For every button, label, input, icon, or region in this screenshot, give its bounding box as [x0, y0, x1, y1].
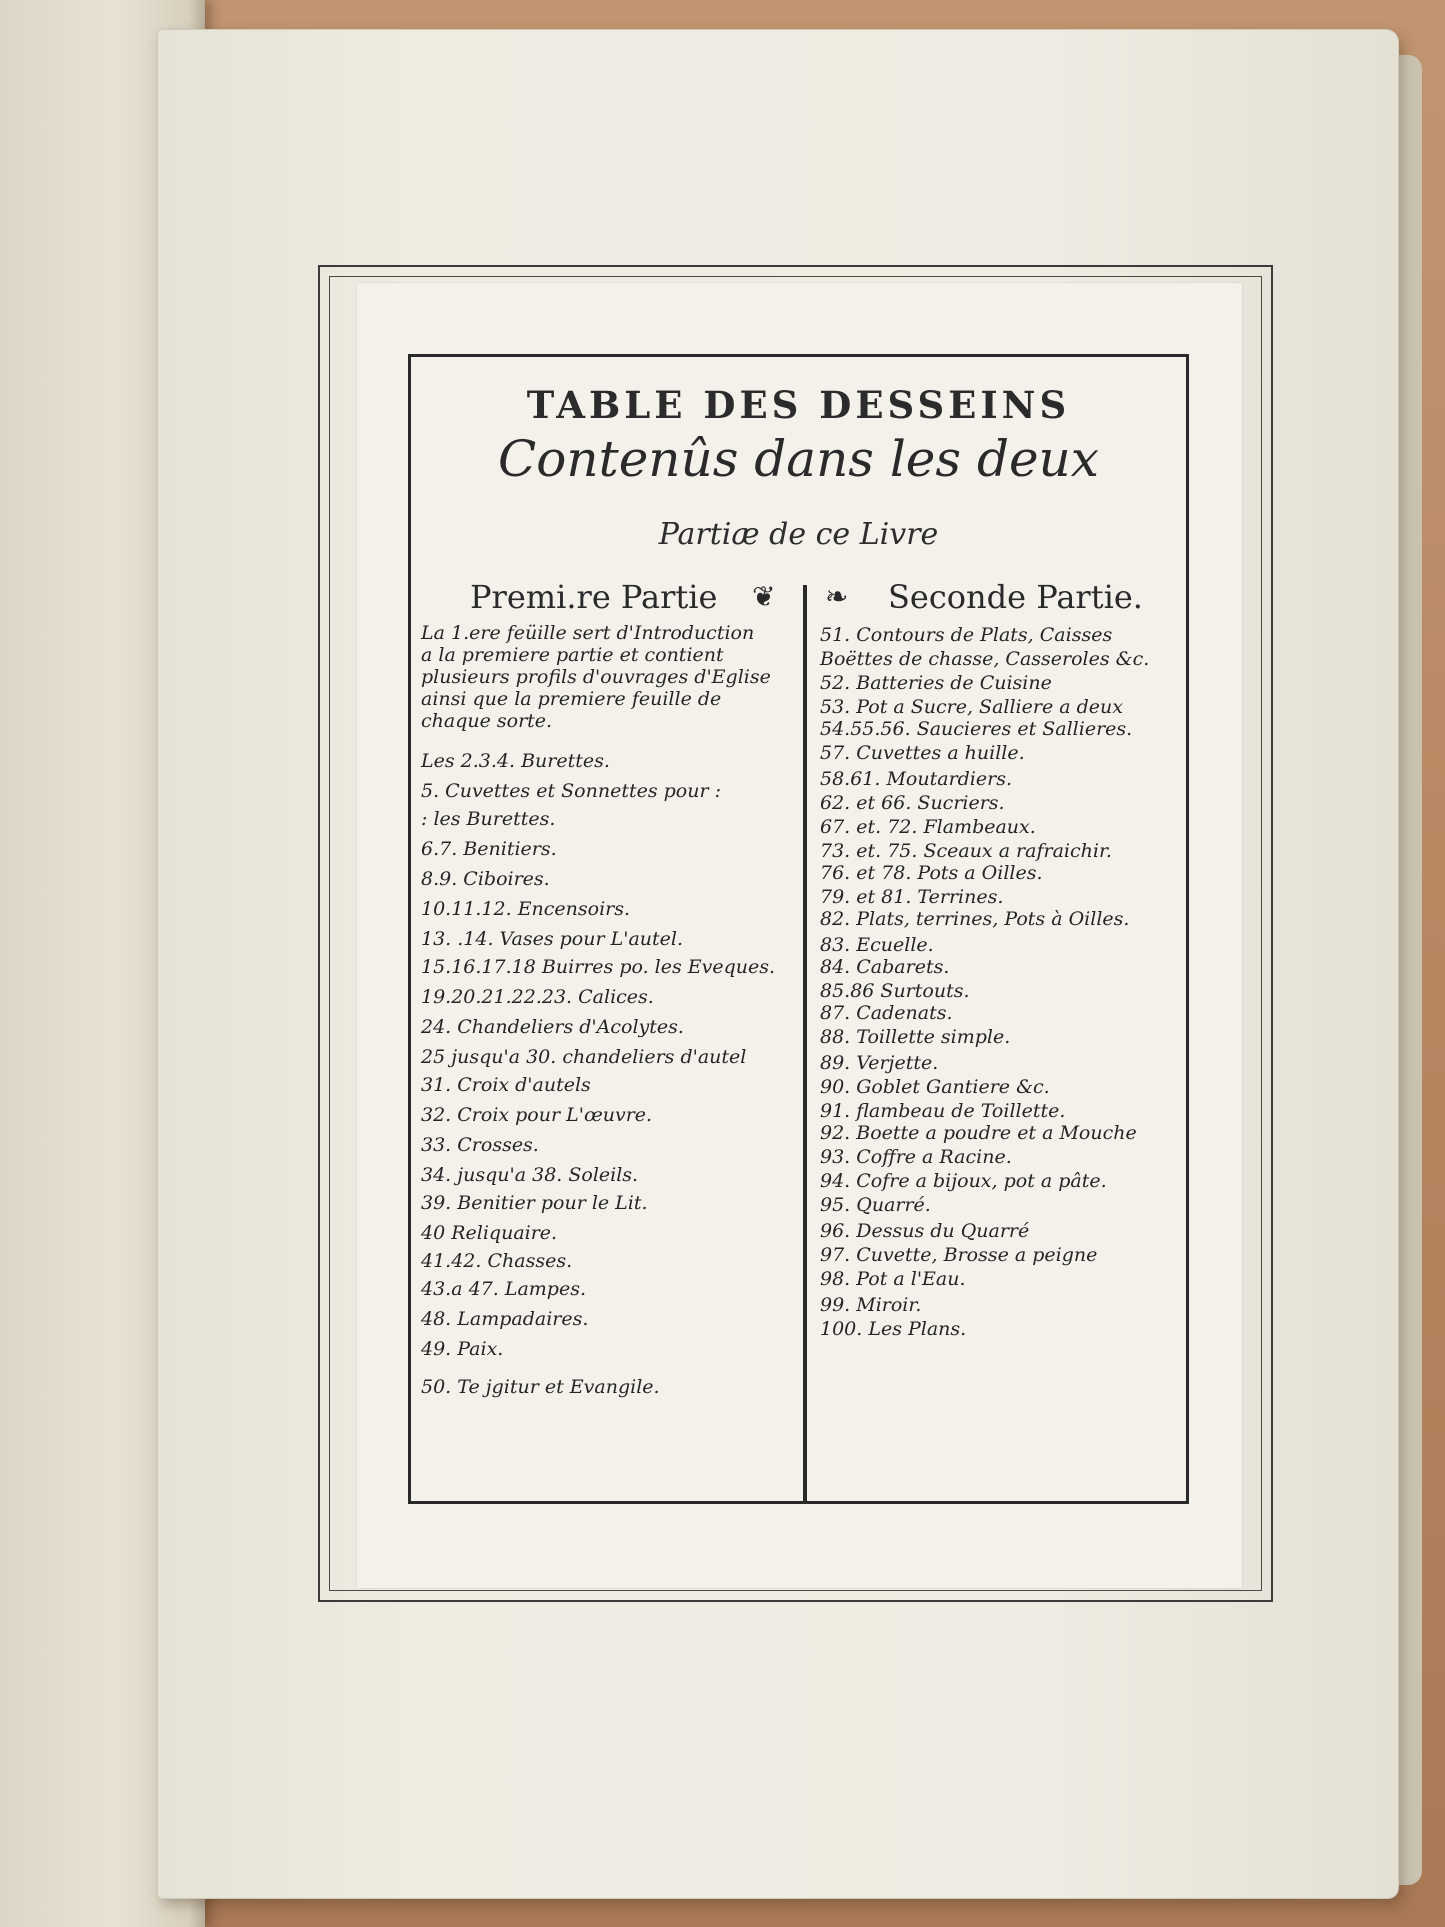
- list-item: chaque sorte.: [421, 710, 553, 732]
- list-item: 91. flambeau de Toillette.: [820, 1100, 1066, 1122]
- list-item: 43.a 47. Lampes.: [421, 1278, 586, 1300]
- list-item: La 1.ere feüille sert d'Introduction: [421, 622, 755, 644]
- list-item: 13. .14. Vases pour L'autel.: [421, 928, 684, 950]
- list-item: 76. et 78. Pots a Oilles.: [820, 862, 1043, 884]
- page-title: TABLE DES DESSEINS: [526, 383, 1071, 427]
- list-item: 58.61. Moutardiers.: [820, 768, 1013, 790]
- list-item: 49. Paix.: [421, 1338, 504, 1360]
- list-item: 83. Ecuelle.: [820, 934, 934, 956]
- list-item: 5. Cuvettes et Sonnettes pour :: [421, 780, 721, 802]
- list-item: 48. Lampadaires.: [421, 1308, 589, 1330]
- list-item: plusieurs profils d'ouvrages d'Eglise: [421, 666, 771, 688]
- page-subtitle-2: Partiæ de ce Livre: [658, 517, 939, 552]
- list-item: 25 jusqu'a 30. chandeliers d'autel: [421, 1046, 747, 1068]
- list-item: 93. Coffre a Racine.: [820, 1146, 1012, 1168]
- list-item: : les Burettes.: [421, 808, 556, 830]
- flourish-icon: ❧: [825, 580, 849, 613]
- list-item: 15.16.17.18 Buirres po. les Eveques.: [421, 956, 776, 978]
- list-item: a la premiere partie et contient: [421, 644, 724, 666]
- list-item: 95. Quarré.: [820, 1194, 931, 1216]
- list-item: 87. Cadenats.: [820, 1002, 953, 1024]
- list-item: 82. Plats, terrines, Pots à Oilles.: [820, 908, 1130, 930]
- list-item: 19.20.21.22.23. Calices.: [421, 986, 654, 1008]
- list-item: 39. Benitier pour le Lit.: [421, 1192, 648, 1214]
- list-item: 51. Contours de Plats, Caisses: [820, 624, 1113, 646]
- list-item: 79. et 81. Terrines.: [820, 886, 1004, 908]
- list-item: 52. Batteries de Cuisine: [820, 672, 1052, 694]
- list-item: 31. Croix d'autels: [421, 1074, 591, 1096]
- list-item: 89. Verjette.: [820, 1052, 939, 1074]
- list-item: 90. Goblet Gantiere &c.: [820, 1076, 1050, 1098]
- list-item: 84. Cabarets.: [820, 956, 950, 978]
- list-item: 57. Cuvettes a huille.: [820, 742, 1025, 764]
- list-item: 73. et. 75. Sceaux a rafraichir.: [820, 840, 1112, 862]
- list-item: 10.11.12. Encensoirs.: [421, 898, 631, 920]
- list-item: 40 Reliquaire.: [421, 1222, 558, 1244]
- list-item: 94. Cofre a bijoux, pot a pâte.: [820, 1170, 1107, 1192]
- list-item: 100. Les Plans.: [820, 1318, 967, 1340]
- list-item: 67. et. 72. Flambeaux.: [820, 816, 1036, 838]
- list-item: Boëttes de chasse, Casseroles &c.: [820, 648, 1150, 670]
- list-item: 96. Dessus du Quarré: [820, 1220, 1030, 1242]
- right-column-heading: Seconde Partie.: [888, 578, 1143, 616]
- list-item: 62. et 66. Sucriers.: [820, 792, 1005, 814]
- list-item: Les 2.3.4. Burettes.: [421, 750, 610, 772]
- flourish-icon: ❦: [752, 580, 776, 613]
- list-item: 34. jusqu'a 38. Soleils.: [421, 1164, 639, 1186]
- list-item: 54.55.56. Saucieres et Sallieres.: [820, 718, 1133, 740]
- list-item: 33. Crosses.: [421, 1134, 539, 1156]
- list-item: 32. Croix pour L'œuvre.: [421, 1104, 653, 1126]
- list-item: 85.86 Surtouts.: [820, 980, 970, 1002]
- list-item: 92. Boette a poudre et a Mouche: [820, 1122, 1137, 1144]
- list-item: 41.42. Chasses.: [421, 1250, 573, 1272]
- list-item: 98. Pot a l'Eau.: [820, 1268, 966, 1290]
- list-item: 53. Pot a Sucre, Salliere a deux: [820, 696, 1123, 718]
- list-item: 6.7. Benitiers.: [421, 838, 557, 860]
- page-subtitle: Contenûs dans les deux: [498, 430, 1099, 488]
- column-divider: [803, 585, 807, 1502]
- list-item: ainsi que la premiere feuille de: [421, 688, 722, 710]
- list-item: 88. Toillette simple.: [820, 1026, 1011, 1048]
- list-item: 50. Te jgitur et Evangile.: [421, 1376, 660, 1398]
- left-column-heading: Premi.re Partie: [470, 578, 718, 616]
- list-item: 24. Chandeliers d'Acolytes.: [421, 1016, 684, 1038]
- list-item: 8.9. Ciboires.: [421, 868, 550, 890]
- list-item: 97. Cuvette, Brosse a peigne: [820, 1244, 1098, 1266]
- list-item: 99. Miroir.: [820, 1294, 922, 1316]
